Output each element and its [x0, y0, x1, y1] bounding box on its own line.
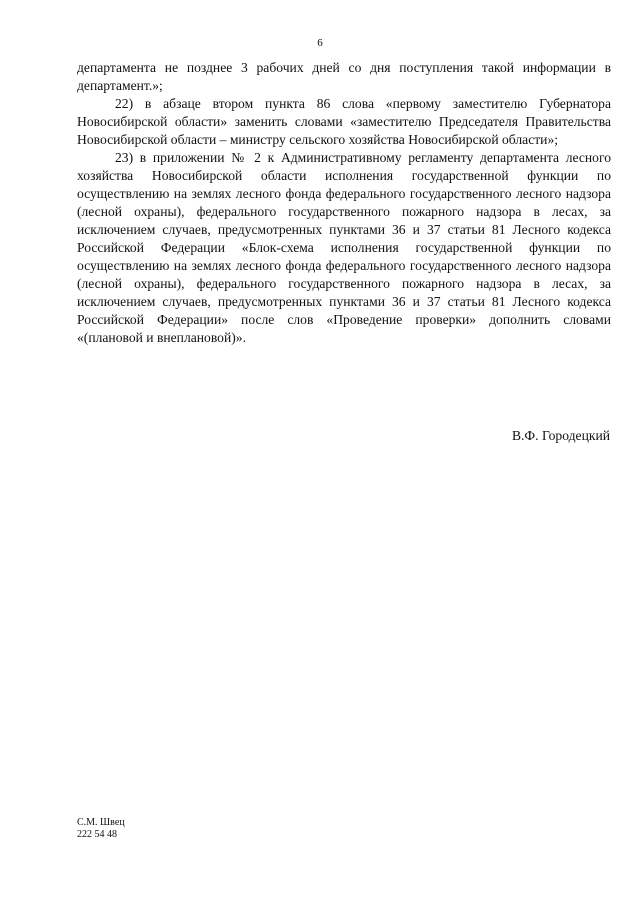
executor-phone: 222 54 48 — [77, 829, 117, 840]
document-body — [77, 59, 611, 347]
paragraph-item-23: 23) в приложении № 2 к Административному регламенту департамента лесного хозяйства Новосибирской области исполнения государственной функции по осуществлению на землях лесного фонда федерального государственного лесного надзора (лесной охраны), федерального государственного пожарного надзора в лесах, за исключением случаев, предусмотренных пунктами 36 и 37 статьи 81 Лесного кодекса Российской Федерации «Блок-схема исполнения государственной функции по осуществлению на землях лесного фонда федерального государственного лесного надзора (лесной охраны), федерального государственного пожарного надзора в лесах, за исключением случаев, предусмотренных пунктами 36 и 37 статьи 81 Лесного кодекса Российской Федерации» после слов «Проведение проверки» дополнить словами «(плановой и внеплановой)». — [77, 150, 611, 345]
page-number: 6 — [317, 37, 323, 49]
executor-name: С.М. Швец — [77, 817, 125, 828]
paragraph-continuation: департамента не позднее 3 рабочих дней со дня поступления такой информации в департамент.»; — [77, 60, 611, 93]
paragraph-item-22: 22) в абзаце втором пункта 86 слова «первому заместителю Губернатора Новосибирской области» заменить словами «заместителю Председателя Правительства Новосибирской области – министру сельского хозяйства Новосибирской области»; — [77, 96, 611, 147]
executor-info — [77, 817, 125, 841]
signatory-name: В.Ф. Городецкий — [511, 428, 610, 443]
